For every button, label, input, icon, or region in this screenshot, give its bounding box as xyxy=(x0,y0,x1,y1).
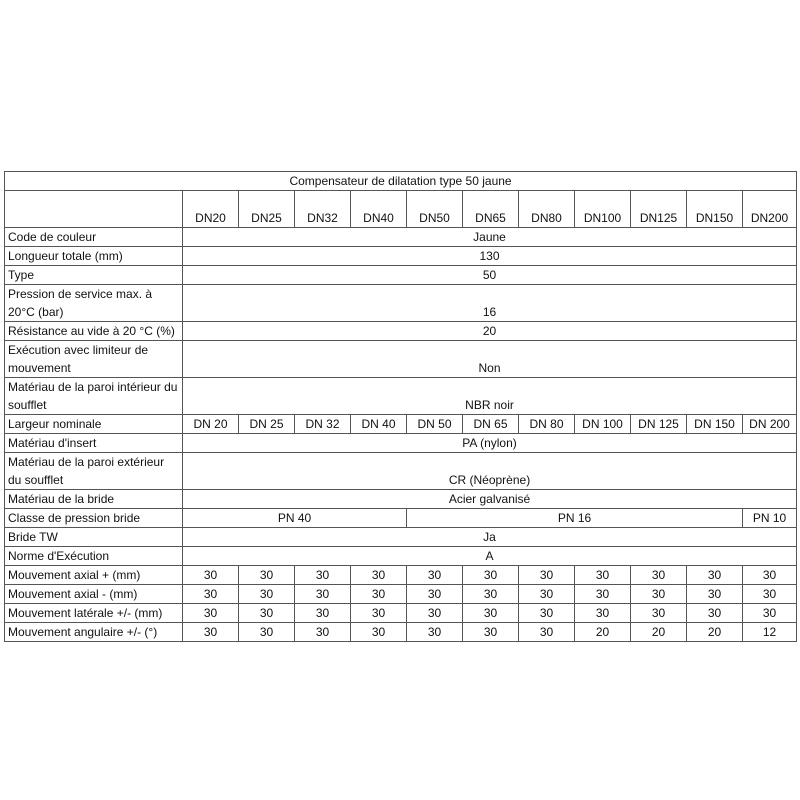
table-row xyxy=(5,604,797,623)
table-title: Compensateur de dilatation type 50 jaune xyxy=(5,172,797,191)
row-value: 50 xyxy=(183,266,797,285)
table-row xyxy=(5,547,797,566)
cell-value: DN 25 xyxy=(239,415,295,434)
cell-value: 30 xyxy=(743,585,797,604)
row-label: Longueur totale (mm) xyxy=(5,247,183,266)
cell-value: 30 xyxy=(519,623,575,642)
cell-value: DN 50 xyxy=(407,415,463,434)
table-row xyxy=(5,509,797,528)
table-row xyxy=(5,453,797,490)
row-label: Code de couleur xyxy=(5,228,183,247)
cell-value: 30 xyxy=(519,585,575,604)
cell-value: 30 xyxy=(407,604,463,623)
table-row xyxy=(5,378,797,415)
row-label: Mouvement axial - (mm) xyxy=(5,585,183,604)
cell-value: 30 xyxy=(239,566,295,585)
cell-value: DN 80 xyxy=(519,415,575,434)
header-size: DN40 xyxy=(351,191,407,228)
cell-value: 30 xyxy=(239,623,295,642)
cell-value: 30 xyxy=(463,604,519,623)
cell-value: 30 xyxy=(743,604,797,623)
table-row xyxy=(5,434,797,453)
cell-value: 30 xyxy=(687,566,743,585)
row-label: Résistance au vide à 20 °C (%) xyxy=(5,322,183,341)
table-row xyxy=(5,415,797,434)
row-value: Non xyxy=(183,341,797,378)
header-row xyxy=(5,191,797,228)
cell-value: 30 xyxy=(351,604,407,623)
row-label: Bride TW xyxy=(5,528,183,547)
table-row xyxy=(5,322,797,341)
cell-value: DN 65 xyxy=(463,415,519,434)
cell-value: 30 xyxy=(575,585,631,604)
table-row xyxy=(5,566,797,585)
cell-value: 30 xyxy=(295,604,351,623)
cell-value: PN 40 xyxy=(183,509,407,528)
header-empty-cell xyxy=(5,191,183,228)
row-label: Mouvement angulaire +/- (°) xyxy=(5,623,183,642)
row-value: 20 xyxy=(183,322,797,341)
row-label: Mouvement latérale +/- (mm) xyxy=(5,604,183,623)
cell-value: 20 xyxy=(687,623,743,642)
row-value: Ja xyxy=(183,528,797,547)
cell-value: 30 xyxy=(295,585,351,604)
table-row xyxy=(5,341,797,378)
cell-value: 30 xyxy=(687,585,743,604)
title-row xyxy=(5,172,797,191)
row-label: Mouvement axial + (mm) xyxy=(5,566,183,585)
cell-value: 30 xyxy=(351,566,407,585)
cell-value: 30 xyxy=(463,585,519,604)
spec-table xyxy=(4,171,797,642)
cell-value: DN 200 xyxy=(743,415,797,434)
cell-value: 30 xyxy=(183,585,239,604)
cell-value: PN 16 xyxy=(407,509,743,528)
row-value: 16 xyxy=(183,285,797,322)
cell-value: 20 xyxy=(575,623,631,642)
table-row xyxy=(5,228,797,247)
header-size: DN200 xyxy=(743,191,797,228)
table-row xyxy=(5,247,797,266)
row-value: NBR noir xyxy=(183,378,797,415)
cell-value: 30 xyxy=(183,604,239,623)
cell-value: 12 xyxy=(743,623,797,642)
row-label: Matériau de la bride xyxy=(5,490,183,509)
row-label: Matériau d'insert xyxy=(5,434,183,453)
cell-value: 30 xyxy=(463,623,519,642)
header-size: DN65 xyxy=(463,191,519,228)
table-row xyxy=(5,585,797,604)
cell-value: 30 xyxy=(631,604,687,623)
cell-value: DN 20 xyxy=(183,415,239,434)
cell-value: DN 32 xyxy=(295,415,351,434)
row-value: PA (nylon) xyxy=(183,434,797,453)
cell-value: DN 150 xyxy=(687,415,743,434)
header-size: DN32 xyxy=(295,191,351,228)
cell-value: 30 xyxy=(183,566,239,585)
row-label: Exécution avec limiteur de mouvement xyxy=(5,341,183,378)
row-label: Pression de service max. à 20°C (bar) xyxy=(5,285,183,322)
cell-value: 30 xyxy=(295,566,351,585)
row-label: Classe de pression bride xyxy=(5,509,183,528)
header-size: DN20 xyxy=(183,191,239,228)
row-label: Matériau de la paroi extérieur du soufflet xyxy=(5,453,183,490)
row-label: Norme d'Exécution xyxy=(5,547,183,566)
table-row xyxy=(5,285,797,322)
cell-value: 30 xyxy=(631,585,687,604)
header-size: DN150 xyxy=(687,191,743,228)
cell-value: 30 xyxy=(239,604,295,623)
cell-value: 30 xyxy=(295,623,351,642)
row-label: Matériau de la paroi intérieur du soufflet xyxy=(5,378,183,415)
row-value: Jaune xyxy=(183,228,797,247)
cell-value: 30 xyxy=(743,566,797,585)
row-value: 130 xyxy=(183,247,797,266)
row-label: Type xyxy=(5,266,183,285)
cell-value: PN 10 xyxy=(743,509,797,528)
cell-value: 30 xyxy=(407,623,463,642)
cell-value: 30 xyxy=(519,604,575,623)
header-size: DN50 xyxy=(407,191,463,228)
cell-value: 30 xyxy=(631,566,687,585)
cell-value: 30 xyxy=(239,585,295,604)
cell-value: 30 xyxy=(407,585,463,604)
cell-value: 30 xyxy=(407,566,463,585)
cell-value: 30 xyxy=(519,566,575,585)
cell-value: 30 xyxy=(351,585,407,604)
table-row xyxy=(5,490,797,509)
cell-value: 30 xyxy=(463,566,519,585)
cell-value: 30 xyxy=(575,604,631,623)
cell-value: 30 xyxy=(687,604,743,623)
cell-value: DN 40 xyxy=(351,415,407,434)
row-value: Acier galvanisé xyxy=(183,490,797,509)
header-size: DN100 xyxy=(575,191,631,228)
cell-value: DN 125 xyxy=(631,415,687,434)
header-size: DN125 xyxy=(631,191,687,228)
cell-value: 30 xyxy=(575,566,631,585)
row-value: CR (Néoprène) xyxy=(183,453,797,490)
table-row xyxy=(5,528,797,547)
cell-value: 30 xyxy=(183,623,239,642)
cell-value: DN 100 xyxy=(575,415,631,434)
cell-value: 20 xyxy=(631,623,687,642)
table-row xyxy=(5,266,797,285)
header-size: DN25 xyxy=(239,191,295,228)
table-row xyxy=(5,623,797,642)
row-label: Largeur nominale xyxy=(5,415,183,434)
row-value: A xyxy=(183,547,797,566)
header-size: DN80 xyxy=(519,191,575,228)
cell-value: 30 xyxy=(351,623,407,642)
